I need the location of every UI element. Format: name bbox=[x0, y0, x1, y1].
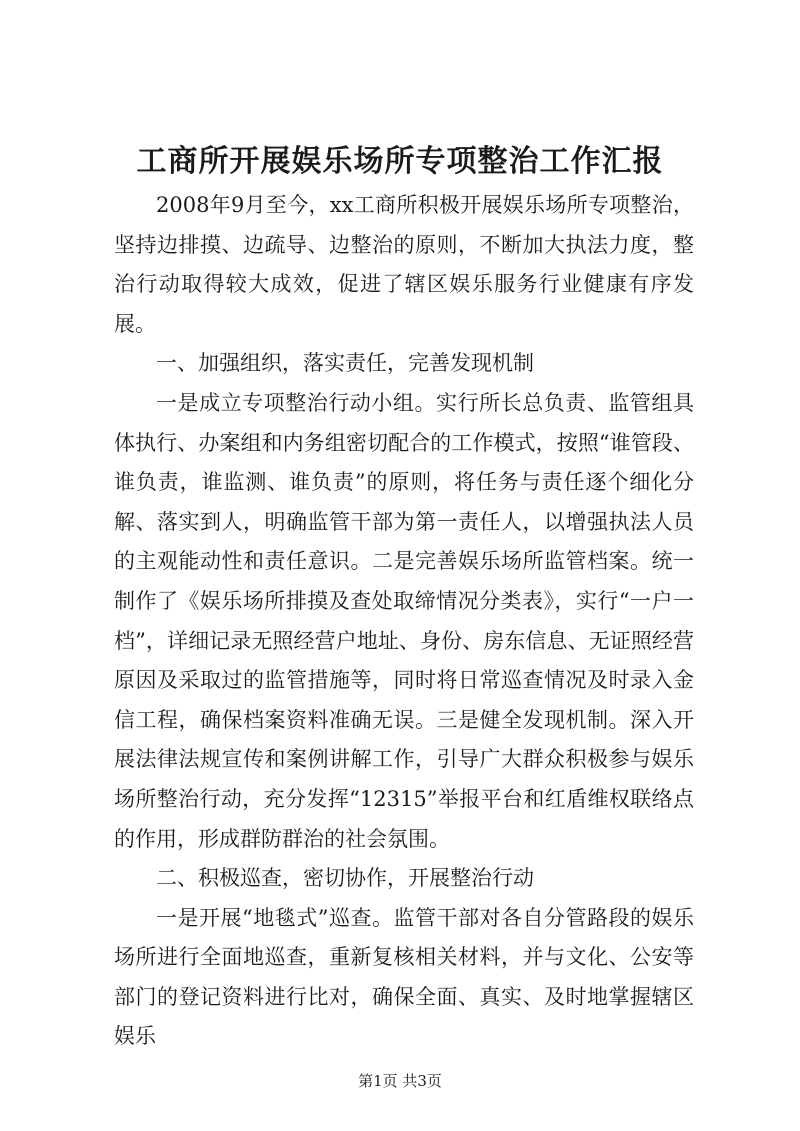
document-title: 工商所开展娱乐场所专项整治工作汇报 bbox=[136, 144, 664, 179]
section-heading-1: 一、加强组织，落实责任，完善发现机制 bbox=[156, 351, 534, 376]
paragraph-intro: 2008年9月至今，xx工商所积极开展娱乐场所专项整治，坚持边排摸、边疏导、边整治的原则，不断加大执法力度，整治行动取得较大成效，促进了辖区娱乐服务行业健康有序发展。 bbox=[114, 193, 694, 336]
paragraph-section-2: 一是开展“地毯式”巡查。监管干部对各自分管路段的娱乐场所进行全面地巡查，重新复核相关材料，并与文化、公安等部门的登记资料进行比对，确保全面、真实、及时地掌握辖区娱乐 bbox=[114, 905, 694, 1049]
document-body bbox=[114, 186, 694, 1057]
paragraph-section-1: 一是成立专项整治行动小组。实行所长总负责、监管组具体执行、办案组和内务组密切配合的工作模式，按照“谁管段、谁负责，谁监测、谁负责”的原则，将任务与责任逐个细化分解、落实到人，明确监管干部为第一责任人，以增强执法人员的主观能动性和责任意识。二是完善娱乐场所监管档案。统一制作了《娱乐场所排摸及查处取缔情况分类表》，实行“一户一档”，详细记录无照经营户地址、身份、房东信息、无证照经营原因及采取过的监管措施等，同时将日常巡查情况及时录入金信工程，确保档案资料准确无误。三是健全发现机制。深入开展法律法规宣传和案例讲解工作，引导广大群众积极参与娱乐场所整治行动，充分发挥“12315”举报平台和红盾维权联络点的作用，形成群防群治的社会氛围。 bbox=[114, 390, 694, 851]
page-footer: 第1页 共3页 bbox=[358, 1072, 442, 1090]
section-heading-2: 二、积极巡查，密切协作，开展整治行动 bbox=[156, 866, 534, 891]
